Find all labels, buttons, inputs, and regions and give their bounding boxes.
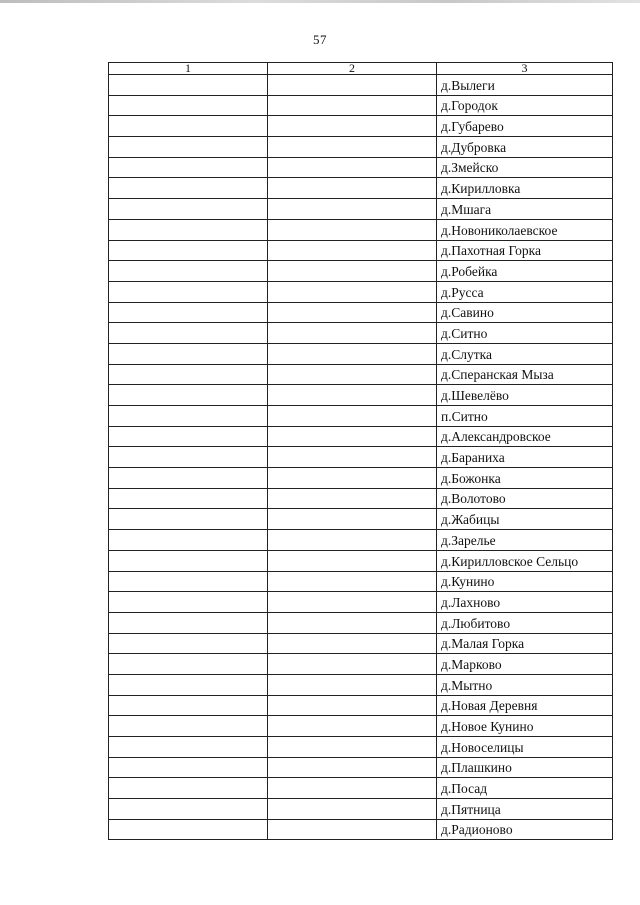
empty-cell-col-1 xyxy=(109,157,268,178)
empty-cell-col-2 xyxy=(268,633,437,654)
settlement-name-cell: д.Пахотная Горка xyxy=(437,240,613,261)
empty-cell-col-1 xyxy=(109,178,268,199)
table-row xyxy=(109,95,613,116)
empty-cell-col-2 xyxy=(268,550,437,571)
empty-cell-col-1 xyxy=(109,654,268,675)
table-row xyxy=(109,75,613,96)
settlement-name-cell: д.Пятница xyxy=(437,799,613,820)
empty-cell-col-1 xyxy=(109,426,268,447)
settlement-name-cell: д.Ситно xyxy=(437,323,613,344)
empty-cell-col-1 xyxy=(109,468,268,489)
settlements-table xyxy=(108,62,613,840)
column-header-3: 3 xyxy=(437,63,613,75)
empty-cell-col-1 xyxy=(109,406,268,427)
table-row xyxy=(109,737,613,758)
empty-cell-col-2 xyxy=(268,199,437,220)
table-row xyxy=(109,281,613,302)
empty-cell-col-1 xyxy=(109,778,268,799)
settlement-name-cell: д.Любитово xyxy=(437,612,613,633)
empty-cell-col-2 xyxy=(268,261,437,282)
settlement-name-cell: д.Мшага xyxy=(437,199,613,220)
settlement-name-cell: д.Волотово xyxy=(437,488,613,509)
empty-cell-col-2 xyxy=(268,385,437,406)
empty-cell-col-1 xyxy=(109,137,268,158)
empty-cell-col-2 xyxy=(268,447,437,468)
settlement-name-cell: д.Божонка xyxy=(437,468,613,489)
table-row xyxy=(109,674,613,695)
table-row xyxy=(109,695,613,716)
settlement-name-cell: д.Слутка xyxy=(437,343,613,364)
empty-cell-col-2 xyxy=(268,178,437,199)
empty-cell-col-2 xyxy=(268,737,437,758)
empty-cell-col-2 xyxy=(268,799,437,820)
table-row xyxy=(109,385,613,406)
table-header xyxy=(109,63,613,75)
settlement-name-cell: д.Губарево xyxy=(437,116,613,137)
settlement-name-cell: д.Змейско xyxy=(437,157,613,178)
empty-cell-col-2 xyxy=(268,95,437,116)
empty-cell-col-1 xyxy=(109,819,268,840)
table-row xyxy=(109,116,613,137)
settlement-name-cell: д.Жабицы xyxy=(437,509,613,530)
table-row xyxy=(109,633,613,654)
column-header-1: 1 xyxy=(109,63,268,75)
empty-cell-col-1 xyxy=(109,737,268,758)
table-row xyxy=(109,530,613,551)
settlement-name-cell: д.Новоселицы xyxy=(437,737,613,758)
table-row xyxy=(109,819,613,840)
empty-cell-col-2 xyxy=(268,716,437,737)
settlement-name-cell: д.Малая Горка xyxy=(437,633,613,654)
settlement-name-cell: д.Вылеги xyxy=(437,75,613,96)
empty-cell-col-1 xyxy=(109,550,268,571)
settlement-name-cell: д.Новое Кунино xyxy=(437,716,613,737)
empty-cell-col-1 xyxy=(109,75,268,96)
table-row xyxy=(109,654,613,675)
empty-cell-col-1 xyxy=(109,530,268,551)
table-row xyxy=(109,137,613,158)
empty-cell-col-2 xyxy=(268,302,437,323)
table-row xyxy=(109,571,613,592)
settlement-name-cell: д.Бараниха xyxy=(437,447,613,468)
empty-cell-col-1 xyxy=(109,302,268,323)
empty-cell-col-1 xyxy=(109,364,268,385)
table-row xyxy=(109,592,613,613)
empty-cell-col-1 xyxy=(109,95,268,116)
settlement-name-cell: д.Александровское xyxy=(437,426,613,447)
empty-cell-col-1 xyxy=(109,799,268,820)
empty-cell-col-2 xyxy=(268,530,437,551)
empty-cell-col-2 xyxy=(268,509,437,530)
table-body xyxy=(109,75,613,840)
empty-cell-col-1 xyxy=(109,488,268,509)
empty-cell-col-1 xyxy=(109,674,268,695)
table-row xyxy=(109,261,613,282)
scan-top-edge xyxy=(0,0,640,3)
empty-cell-col-2 xyxy=(268,571,437,592)
empty-cell-col-1 xyxy=(109,695,268,716)
settlement-name-cell: д.Савино xyxy=(437,302,613,323)
settlement-name-cell: д.Дубровка xyxy=(437,137,613,158)
empty-cell-col-1 xyxy=(109,571,268,592)
table-row xyxy=(109,219,613,240)
empty-cell-col-1 xyxy=(109,716,268,737)
table-row xyxy=(109,178,613,199)
empty-cell-col-1 xyxy=(109,261,268,282)
empty-cell-col-2 xyxy=(268,219,437,240)
empty-cell-col-2 xyxy=(268,612,437,633)
empty-cell-col-1 xyxy=(109,116,268,137)
empty-cell-col-1 xyxy=(109,199,268,220)
empty-cell-col-2 xyxy=(268,137,437,158)
settlement-name-cell: д.Робейка xyxy=(437,261,613,282)
empty-cell-col-2 xyxy=(268,778,437,799)
settlement-name-cell: д.Новониколаевское xyxy=(437,219,613,240)
empty-cell-col-2 xyxy=(268,157,437,178)
table-row xyxy=(109,199,613,220)
settlement-name-cell: д.Сперанская Мыза xyxy=(437,364,613,385)
empty-cell-col-2 xyxy=(268,654,437,675)
settlement-name-cell: д.Новая Деревня xyxy=(437,695,613,716)
settlement-name-cell: д.Шевелёво xyxy=(437,385,613,406)
empty-cell-col-2 xyxy=(268,281,437,302)
settlement-name-cell: д.Городок xyxy=(437,95,613,116)
empty-cell-col-2 xyxy=(268,819,437,840)
table-header-row xyxy=(109,63,613,75)
empty-cell-col-1 xyxy=(109,612,268,633)
empty-cell-col-2 xyxy=(268,240,437,261)
table-row xyxy=(109,343,613,364)
empty-cell-col-2 xyxy=(268,116,437,137)
empty-cell-col-1 xyxy=(109,509,268,530)
empty-cell-col-2 xyxy=(268,426,437,447)
empty-cell-col-2 xyxy=(268,75,437,96)
empty-cell-col-1 xyxy=(109,219,268,240)
table-row xyxy=(109,468,613,489)
table-row xyxy=(109,612,613,633)
empty-cell-col-1 xyxy=(109,757,268,778)
empty-cell-col-2 xyxy=(268,468,437,489)
settlement-name-cell: д.Зарелье xyxy=(437,530,613,551)
table-row xyxy=(109,406,613,427)
table-row xyxy=(109,157,613,178)
settlement-name-cell: д.Посад xyxy=(437,778,613,799)
empty-cell-col-1 xyxy=(109,447,268,468)
empty-cell-col-1 xyxy=(109,633,268,654)
settlement-name-cell: д.Радионово xyxy=(437,819,613,840)
table-row xyxy=(109,799,613,820)
empty-cell-col-2 xyxy=(268,695,437,716)
empty-cell-col-1 xyxy=(109,343,268,364)
settlement-name-cell: д.Плашкино xyxy=(437,757,613,778)
settlement-name-cell: д.Лахново xyxy=(437,592,613,613)
table-row xyxy=(109,488,613,509)
empty-cell-col-2 xyxy=(268,592,437,613)
empty-cell-col-1 xyxy=(109,240,268,261)
empty-cell-col-2 xyxy=(268,343,437,364)
empty-cell-col-1 xyxy=(109,281,268,302)
settlement-name-cell: п.Ситно xyxy=(437,406,613,427)
table-row xyxy=(109,302,613,323)
empty-cell-col-2 xyxy=(268,757,437,778)
page-number: 57 xyxy=(313,32,327,47)
settlement-name-cell: д.Мытно xyxy=(437,674,613,695)
table-row xyxy=(109,716,613,737)
column-header-2: 2 xyxy=(268,63,437,75)
table-row xyxy=(109,778,613,799)
settlement-name-cell: д.Марково xyxy=(437,654,613,675)
table-row xyxy=(109,323,613,344)
settlement-name-cell: д.Русса xyxy=(437,281,613,302)
empty-cell-col-1 xyxy=(109,385,268,406)
empty-cell-col-2 xyxy=(268,488,437,509)
table-row xyxy=(109,757,613,778)
settlement-name-cell: д.Кунино xyxy=(437,571,613,592)
table-row xyxy=(109,364,613,385)
empty-cell-col-2 xyxy=(268,674,437,695)
table-row xyxy=(109,447,613,468)
empty-cell-col-2 xyxy=(268,364,437,385)
table-row xyxy=(109,550,613,571)
table-row xyxy=(109,426,613,447)
table-row xyxy=(109,509,613,530)
settlement-name-cell: д.Кирилловское Сельцо xyxy=(437,550,613,571)
table-row xyxy=(109,240,613,261)
empty-cell-col-2 xyxy=(268,323,437,344)
empty-cell-col-2 xyxy=(268,406,437,427)
empty-cell-col-1 xyxy=(109,592,268,613)
settlement-name-cell: д.Кирилловка xyxy=(437,178,613,199)
empty-cell-col-1 xyxy=(109,323,268,344)
